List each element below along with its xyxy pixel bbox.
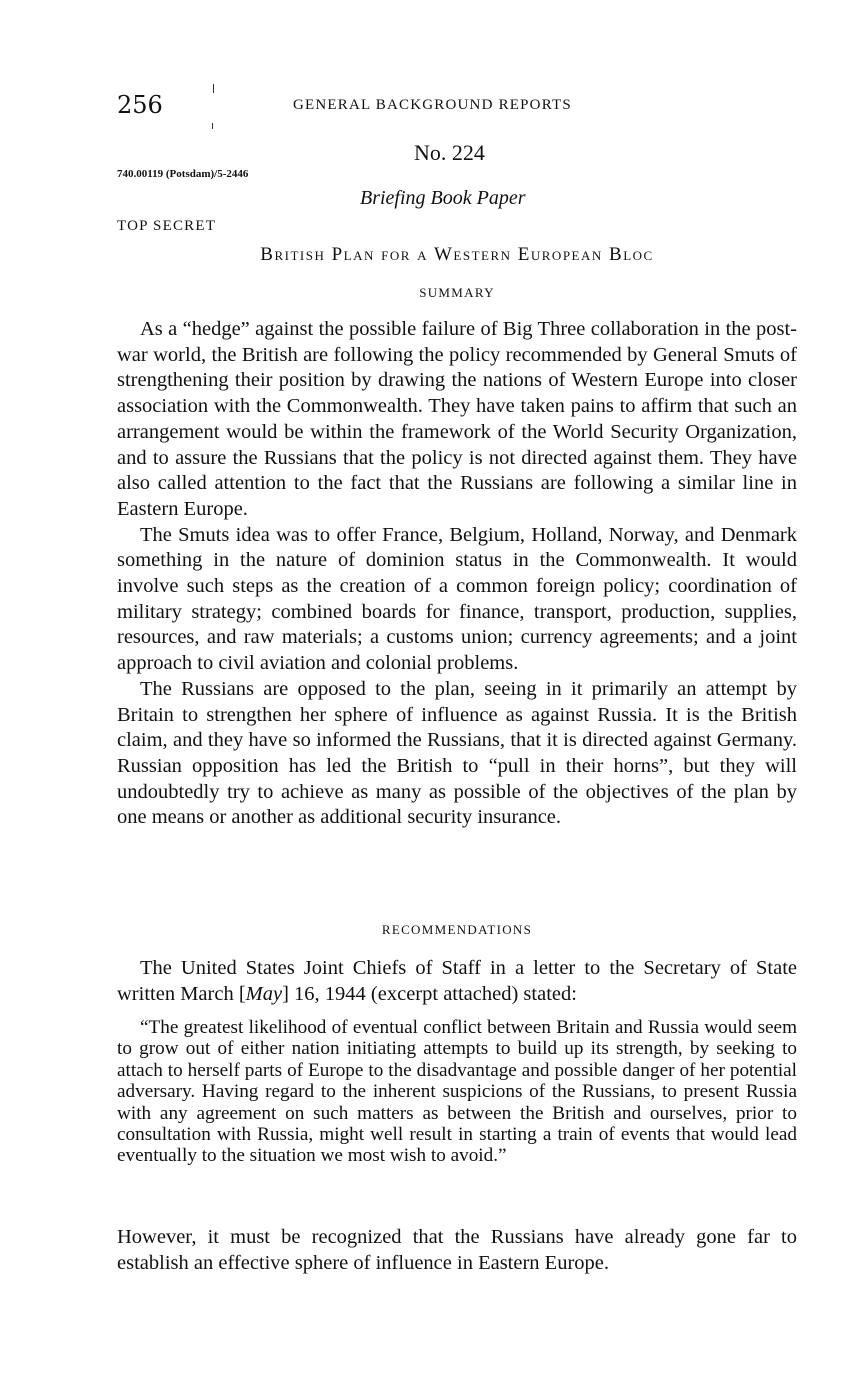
document-number: No. 224 [414, 140, 485, 165]
page-number: 256 [117, 91, 163, 119]
summary-paragraph: The Smuts idea was to offer France, Belgium, Holland, Norway, and Denmark something in the nature of dominion status in the Commonwealth. It would involve such steps as the creation of a common foreign policy; coordination of military strategy; combined boards for finance, transport, production, supplies, resources, and raw materials; a customs union; currency agreements; and a joint approach to civil aviation and colonial problems. [117, 523, 797, 675]
closing-paragraph: However, it must be recognized that the Russians have already gone far to establish an effective sphere of influence in Eastern Europe. [117, 1226, 797, 1274]
summary-paragraph: The Russians are opposed to the plan, seeing in it primarily an attempt by Britain to strengthen her sphere of influence as against Russia. It is the British claim, and they have so informed the Russians, that it is directed against Germany. Russian opposition has led the British to “pull in their horns”, but they will undoubtedly try to achieve as many as possible of the objectives of the plan by one means or another as additional security insurance. [117, 677, 797, 829]
classification-label: TOP SECRET [117, 218, 217, 234]
intro-text: The United States Joint Chiefs of Staff in a letter to the Secretary of State written March [ [117, 957, 797, 1005]
summary-section [117, 317, 797, 831]
recommendations-section [117, 956, 797, 1007]
recommendations-intro [117, 956, 797, 1007]
scan-mark [212, 123, 213, 129]
running-title: GENERAL BACKGROUND REPORTS [293, 97, 572, 113]
quoted-excerpt: “The greatest likelihood of eventual conflict between Britain and Russia would seem to grow out of either nation initiating attempts to build up its strength, by seeking to attach to herself parts of Europe to the disadvantage and possible danger of her potential adversary. Having regard to the inherent suspicions of the Russians, to present Russia with any agreement on such matters as between the British and ourselves, prior to consultation with Russia, might well result in starting a train of events that would lead eventually to the situation we most wish to avoid.” [117, 1017, 797, 1167]
document-title: British Plan for a Western European Bloc [260, 244, 654, 265]
summary-heading: SUMMARY [419, 285, 495, 300]
running-header [117, 91, 797, 121]
summary-paragraph: As a “hedge” against the possible failure of Big Three collaboration in the post-war world, the British are following the policy recommended by General Smuts of strengthening their position by drawing the nations of Western Europe into closer association with the Commonwealth. They have taken pains to affirm that such an arrangement would be within the framework of the World Security Organization, and to assure the Russians that the policy is not directed against them. They have also called attention to the fact that the Russians are following a similar line in Eastern Europe. [117, 318, 797, 520]
file-reference: 740.00119 (Potsdam)/5-2446 [117, 168, 249, 180]
document-subtitle: Briefing Book Paper [360, 187, 526, 209]
intro-italic-text: May [245, 982, 283, 1005]
intro-text-end: ] 16, 1944 (excerpt attached) stated: [282, 982, 577, 1005]
recommendations-heading: RECOMMENDATIONS [381, 922, 533, 937]
